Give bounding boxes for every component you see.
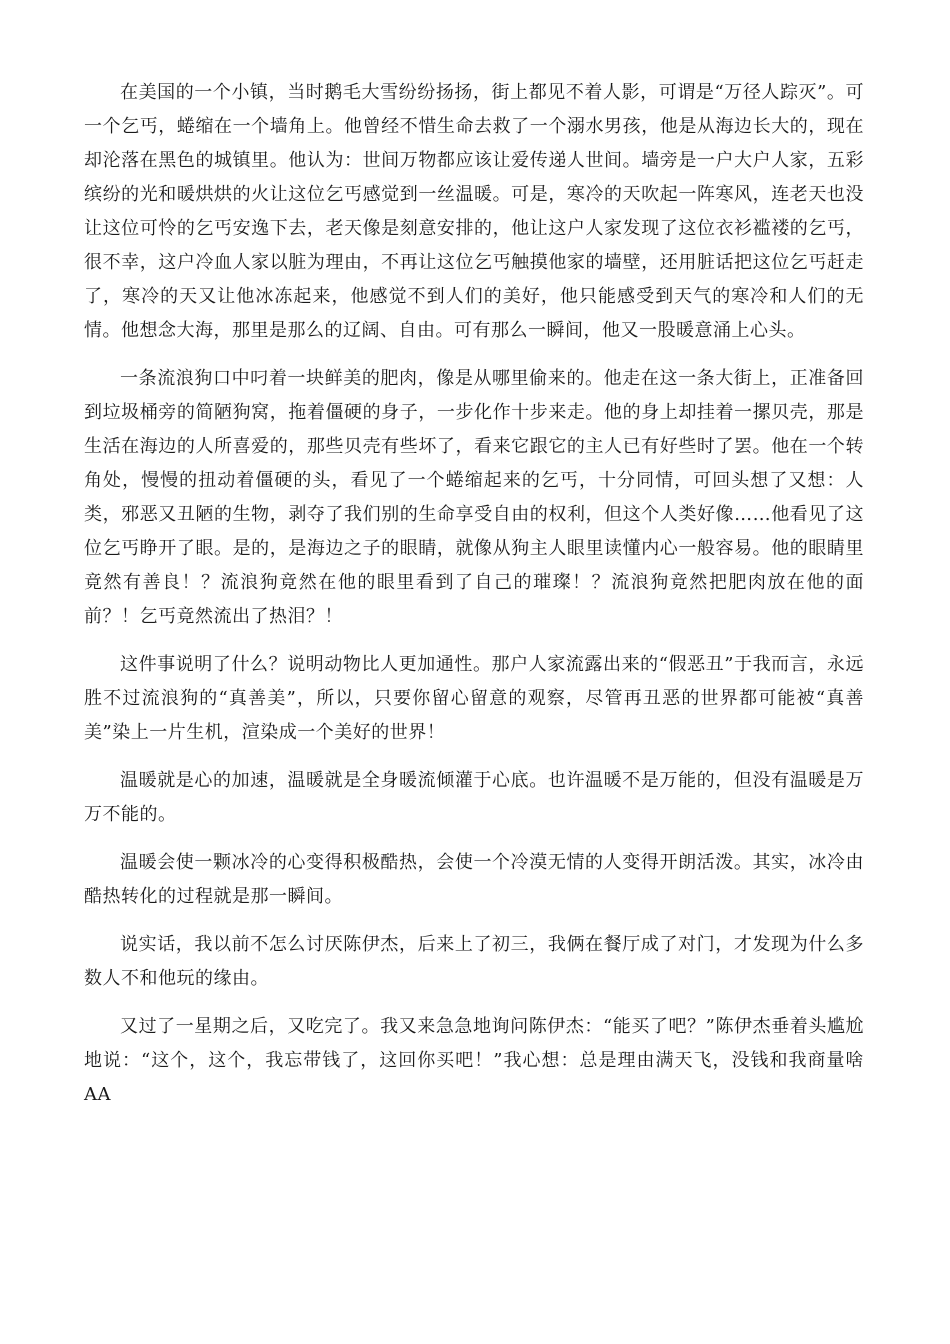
paragraph-5: 温暖会使一颗冰冷的心变得积极酷热，会使一个冷漠无情的人变得开朗活泼。其实，冰冷由酷热转化的过程就是那一瞬间。 [84, 852, 864, 907]
paragraph-4: 温暖就是心的加速，温暖就是全身暖流倾灌于心底。也许温暖不是万能的，但没有温暖是万万不能的。 [84, 770, 864, 825]
document-body [84, 76, 864, 1126]
paragraph-3: 这件事说明了什么？说明动物比人更加通性。那户人家流露出来的“假恶丑”于我而言，永远胜不过流浪狗的“真善美”，所以，只要你留心留意的观察，尽管再丑恶的世界都可能被“真善美”染上一片生机，渲染成一个美好的世界！ [84, 654, 864, 743]
paragraph-2: 一条流浪狗口中叼着一块鲜美的肥肉，像是从哪里偷来的。他走在这一条大街上，正准备回到垃圾桶旁的简陋狗窝，拖着僵硬的身子，一步化作十步来走。他的身上却挂着一摞贝壳，那是生活在海边的人所喜爱的，那些贝壳有些坏了，看来它跟它的主人已有好些时了罢。他在一个转角处，慢慢的扭动着僵硬的头，看见了一个蜷缩起来的乞丐，十分同情，可回头想了又想：人类，邪恶又丑陋的生物，剥夺了我们别的生命享受自由的权利，但这个人类好像……他看见了这位乞丐睁开了眼。是的，是海边之子的眼睛，就像从狗主人眼里读懂内心一般容易。他的眼睛里竟然有善良！？流浪狗竟然在他的眼里看到了自己的璀璨！？流浪狗竟然把肥肉放在他的面前？！乞丐竟然流出了热泪？！ [84, 368, 864, 627]
paragraph-1: 在美国的一个小镇，当时鹅毛大雪纷纷扬扬，街上都见不着人影，可谓是“万径人踪灭”。可一个乞丐，蜷缩在一个墙角上。他曾经不惜生命去救了一个溺水男孩，他是从海边长大的，现在却沦落在黑色的城镇里。他认为：世间万物都应该让爱传递人世间。墙旁是一户大户人家，五彩缤纷的光和暖烘烘的火让这位乞丐感觉到一丝温暖。可是，寒冷的天吹起一阵寒风，连老天也没让这位可怜的乞丐安逸下去，老天像是刻意安排的，他让这户人家发现了这位衣衫褴褛的乞丐，很不幸，这户冷血人家以脏为理由，不再让这位乞丐触摸他家的墙壁，还用脏话把这位乞丐赶走了，寒冷的天又让他冰冻起来，他感觉不到人们的美好，他只能感受到天气的寒冷和人们的无情。他想念大海，那里是那么的辽阔、自由。可有那么一瞬间，他又一股暖意涌上心头。 [84, 82, 864, 341]
paragraph-7: 又过了一星期之后，又吃完了。我又来急急地询问陈伊杰：“能买了吧？”陈伊杰垂着头尴尬地说：“这个，这个，我忘带钱了，这回你买吧！”我心想：总是理由满天飞，没钱和我商量啥AA [84, 1016, 864, 1105]
paragraph-6: 说实话，我以前不怎么讨厌陈伊杰，后来上了初三，我俩在餐厅成了对门，才发现为什么多数人不和他玩的缘由。 [84, 934, 864, 989]
